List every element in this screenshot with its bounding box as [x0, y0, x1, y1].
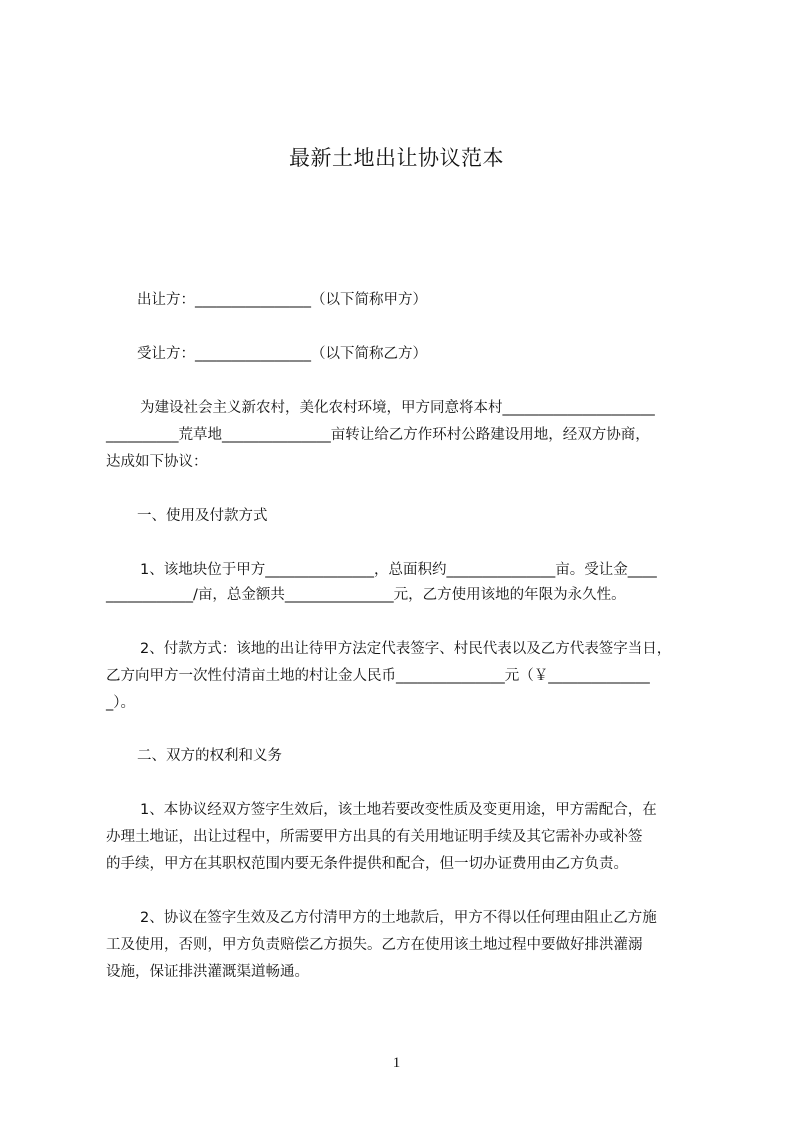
section-heading-rights: 二、双方的权利和义务 [137, 748, 282, 764]
document-title: 最新土地出让协议范本 [289, 146, 504, 170]
page-number: 1 [392, 1055, 401, 1071]
clause-1-1-line-2: ____________/亩，总金额共_______________元，乙方使用该地的年限为永久性。 [106, 587, 626, 603]
clause-1-2-line-2: 乙方向甲方一次性付清亩土地的村让金人民币_______________元（￥______________ [106, 668, 650, 684]
clause-2-1-line-3: 的手续，甲方在其职权范围内要无条件提供和配合，但一切办证费用由乙方负责。 [106, 856, 628, 872]
intro-line-1: 为建设社会主义新农村，美化农村环境，甲方同意将本村_____________________ [140, 400, 655, 416]
party-transferee-line: 受让方：________________（以下简称乙方） [137, 346, 427, 362]
clause-2-2-line-1: 2、协议在签字生效及乙方付清甲方的土地款后，甲方不得以任何理由阻止乙方施 [140, 910, 657, 926]
clause-2-2-line-2: 工及使用，否则，甲方负责赔偿乙方损失。乙方在使用该土地过程中要做好排洪灌溺 [106, 937, 643, 953]
intro-line-3: 达成如下协议： [106, 454, 208, 470]
clause-2-1-line-1: 1、本协议经双方签字生效后，该土地若要改变性质及变更用途，甲方需配合，在 [140, 802, 657, 818]
party-transferor-line: 出让方：________________（以下简称甲方） [137, 292, 427, 308]
section-heading-payment: 一、使用及付款方式 [137, 508, 268, 524]
clause-1-2-line-1: 2、付款方式：该地的出让待甲方法定代表签字、村民代表以及乙方代表签字当日， [140, 641, 672, 657]
clause-2-2-line-3: 设施，保证排洪灌溉渠道畅通。 [106, 964, 309, 980]
clause-1-2-line-3: _）。 [106, 695, 135, 711]
intro-line-2: __________荒草地_______________亩转让给乙方作环村公路建设用地，经双方协商， [106, 427, 650, 443]
clause-1-1-line-1: 1、该地块位于甲方_______________，总面积约_______________亩。受让金____ [140, 562, 657, 578]
clause-2-1-line-2: 办理土地证，出让过程中，所需要甲方出具的有关用地证明手续及其它需补办或补签 [106, 829, 643, 845]
